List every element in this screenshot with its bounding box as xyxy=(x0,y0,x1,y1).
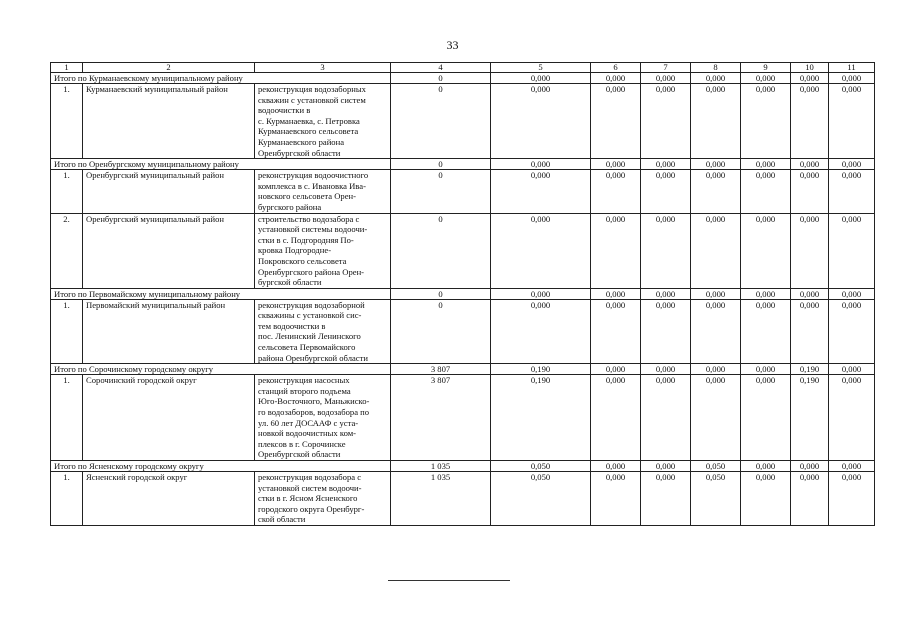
value-cell: 0 xyxy=(391,213,491,288)
value-cell: 0,000 xyxy=(591,375,641,461)
total-value-cell: 0,000 xyxy=(591,288,641,299)
value-cell: 0,000 xyxy=(491,299,591,364)
section-total-row xyxy=(51,364,875,375)
project-description: реконструкция насосных станций второго подъема Юго-Восточного, Маньжиско- го водозаборов, водозабора по ул. 60 лет ДОСААФ с уста- новкой водоочистных ком- плексов в г. Сорочинске Оренбургской области xyxy=(255,375,391,461)
total-value-cell: 0,050 xyxy=(491,461,591,472)
total-value-cell: 0,000 xyxy=(791,73,829,84)
value-cell: 0,000 xyxy=(691,170,741,213)
municipality-name: Оренбургский муниципальный район xyxy=(83,170,255,213)
total-value-cell: 0,000 xyxy=(741,159,791,170)
value-cell: 0,000 xyxy=(591,170,641,213)
column-header-row xyxy=(51,63,875,73)
value-cell: 0,000 xyxy=(641,213,691,288)
total-value-cell: 0,000 xyxy=(741,461,791,472)
column-header: 11 xyxy=(829,63,875,73)
value-cell: 0,000 xyxy=(591,84,641,159)
total-value-cell: 0 xyxy=(391,159,491,170)
total-value-cell: 0,000 xyxy=(641,461,691,472)
value-cell: 0,000 xyxy=(491,213,591,288)
section-total-label: Итого по Сорочинскому городскому округу xyxy=(51,364,391,375)
municipality-name: Первомайский муниципальный район xyxy=(83,299,255,364)
value-cell: 0,000 xyxy=(791,213,829,288)
table-body xyxy=(51,63,875,526)
project-description: реконструкция водозаборных скважин с установкой систем водоочистки в с. Курманаевка, с. Петровка Курманаевского сельсовета Курманаевского района Оренбургской области xyxy=(255,84,391,159)
value-cell: 0,000 xyxy=(691,213,741,288)
value-cell: 0,050 xyxy=(691,472,741,526)
total-value-cell: 0,000 xyxy=(829,364,875,375)
total-value-cell: 0,190 xyxy=(791,364,829,375)
project-description: реконструкция водозабора с установкой систем водоочи- стки в г. Ясном Ясненского городского округа Оренбург- ской области xyxy=(255,472,391,526)
value-cell: 1 035 xyxy=(391,472,491,526)
total-value-cell: 0,000 xyxy=(791,461,829,472)
total-value-cell: 0,000 xyxy=(741,288,791,299)
column-header: 2 xyxy=(83,63,255,73)
municipality-name: Оренбургский муниципальный район xyxy=(83,213,255,288)
column-header: 9 xyxy=(741,63,791,73)
value-cell: 3 807 xyxy=(391,375,491,461)
project-description: реконструкция водозаборной скважины с установкой сис- тем водоочистки в пос. Ленинский Ленинского сельсовета Первомайского района Оренбургской области xyxy=(255,299,391,364)
column-header: 4 xyxy=(391,63,491,73)
value-cell: 0,000 xyxy=(491,84,591,159)
row-index: 1. xyxy=(51,472,83,526)
section-total-label: Итого по Ясненскому городскому округу xyxy=(51,461,391,472)
value-cell: 0,000 xyxy=(491,170,591,213)
value-cell: 0,000 xyxy=(591,299,641,364)
total-value-cell: 0,000 xyxy=(691,288,741,299)
section-total-row xyxy=(51,288,875,299)
value-cell: 0,190 xyxy=(791,375,829,461)
total-value-cell: 0,000 xyxy=(641,159,691,170)
value-cell: 0 xyxy=(391,84,491,159)
column-header: 5 xyxy=(491,63,591,73)
table-row xyxy=(51,170,875,213)
project-description: реконструкция водоочистного комплекса в с. Ивановка Ива- новского сельсовета Орен- бургского района xyxy=(255,170,391,213)
total-value-cell: 0,000 xyxy=(829,461,875,472)
row-index: 2. xyxy=(51,213,83,288)
total-value-cell: 0,000 xyxy=(691,73,741,84)
total-value-cell: 0,000 xyxy=(791,159,829,170)
column-header: 3 xyxy=(255,63,391,73)
total-value-cell: 0,000 xyxy=(591,159,641,170)
section-total-row xyxy=(51,73,875,84)
table-row xyxy=(51,84,875,159)
value-cell: 0,050 xyxy=(491,472,591,526)
row-index: 1. xyxy=(51,299,83,364)
value-cell: 0,000 xyxy=(591,213,641,288)
value-cell: 0,000 xyxy=(741,472,791,526)
total-value-cell: 0,000 xyxy=(491,73,591,84)
total-value-cell: 0,000 xyxy=(591,73,641,84)
value-cell: 0,000 xyxy=(829,213,875,288)
total-value-cell: 0,050 xyxy=(691,461,741,472)
column-header: 7 xyxy=(641,63,691,73)
table-row xyxy=(51,375,875,461)
value-cell: 0,000 xyxy=(691,375,741,461)
value-cell: 0,000 xyxy=(641,375,691,461)
value-cell: 0,000 xyxy=(691,84,741,159)
total-value-cell: 0,000 xyxy=(591,364,641,375)
total-value-cell: 1 035 xyxy=(391,461,491,472)
section-total-row xyxy=(51,159,875,170)
page-number: 33 xyxy=(446,38,459,52)
value-cell: 0,000 xyxy=(591,472,641,526)
total-value-cell: 0,000 xyxy=(491,288,591,299)
value-cell: 0,000 xyxy=(829,299,875,364)
total-value-cell: 0,000 xyxy=(691,159,741,170)
municipality-name: Ясненский городской округ xyxy=(83,472,255,526)
value-cell: 0,000 xyxy=(829,84,875,159)
value-cell: 0,000 xyxy=(691,299,741,364)
total-value-cell: 0,000 xyxy=(829,73,875,84)
footer-divider xyxy=(388,580,510,581)
value-cell: 0,000 xyxy=(829,170,875,213)
total-value-cell: 0,000 xyxy=(591,461,641,472)
value-cell: 0,000 xyxy=(641,84,691,159)
municipality-name: Сорочинский городской округ xyxy=(83,375,255,461)
section-total-label: Итого по Первомайскому муниципальному району xyxy=(51,288,391,299)
value-cell: 0,000 xyxy=(829,472,875,526)
column-header: 10 xyxy=(791,63,829,73)
total-value-cell: 0,000 xyxy=(691,364,741,375)
section-total-label: Итого по Курманаевскому муниципальному району xyxy=(51,73,391,84)
table-row xyxy=(51,472,875,526)
value-cell: 0,000 xyxy=(741,170,791,213)
total-value-cell: 0,000 xyxy=(641,364,691,375)
row-index: 1. xyxy=(51,170,83,213)
value-cell: 0,000 xyxy=(741,213,791,288)
total-value-cell: 0,000 xyxy=(829,159,875,170)
project-description: строительство водозабора с установкой системы водоочи- стки в с. Подгородняя По- кровка Подгородне- Покровского сельсовета Оренбургского района Орен- бургской области xyxy=(255,213,391,288)
value-cell: 0,000 xyxy=(829,375,875,461)
value-cell: 0,000 xyxy=(741,299,791,364)
total-value-cell: 0,000 xyxy=(741,364,791,375)
value-cell: 0,000 xyxy=(791,472,829,526)
total-value-cell: 0,190 xyxy=(491,364,591,375)
value-cell: 0 xyxy=(391,170,491,213)
total-value-cell: 0,000 xyxy=(641,288,691,299)
total-value-cell: 0,000 xyxy=(791,288,829,299)
row-index: 1. xyxy=(51,375,83,461)
value-cell: 0,000 xyxy=(741,84,791,159)
column-header: 1 xyxy=(51,63,83,73)
row-index: 1. xyxy=(51,84,83,159)
section-total-row xyxy=(51,461,875,472)
total-value-cell: 0,000 xyxy=(829,288,875,299)
section-total-label: Итого по Оренбургскому муниципальному району xyxy=(51,159,391,170)
column-header: 6 xyxy=(591,63,641,73)
value-cell: 0,190 xyxy=(491,375,591,461)
value-cell: 0,000 xyxy=(791,299,829,364)
data-table xyxy=(50,62,875,526)
total-value-cell: 3 807 xyxy=(391,364,491,375)
total-value-cell: 0 xyxy=(391,288,491,299)
value-cell: 0 xyxy=(391,299,491,364)
column-header: 8 xyxy=(691,63,741,73)
value-cell: 0,000 xyxy=(791,170,829,213)
total-value-cell: 0,000 xyxy=(491,159,591,170)
total-value-cell: 0,000 xyxy=(641,73,691,84)
value-cell: 0,000 xyxy=(641,472,691,526)
total-value-cell: 0 xyxy=(391,73,491,84)
table-row xyxy=(51,299,875,364)
table-row xyxy=(51,213,875,288)
value-cell: 0,000 xyxy=(791,84,829,159)
value-cell: 0,000 xyxy=(641,170,691,213)
municipality-name: Курманаевский муниципальный район xyxy=(83,84,255,159)
value-cell: 0,000 xyxy=(641,299,691,364)
total-value-cell: 0,000 xyxy=(741,73,791,84)
value-cell: 0,000 xyxy=(741,375,791,461)
